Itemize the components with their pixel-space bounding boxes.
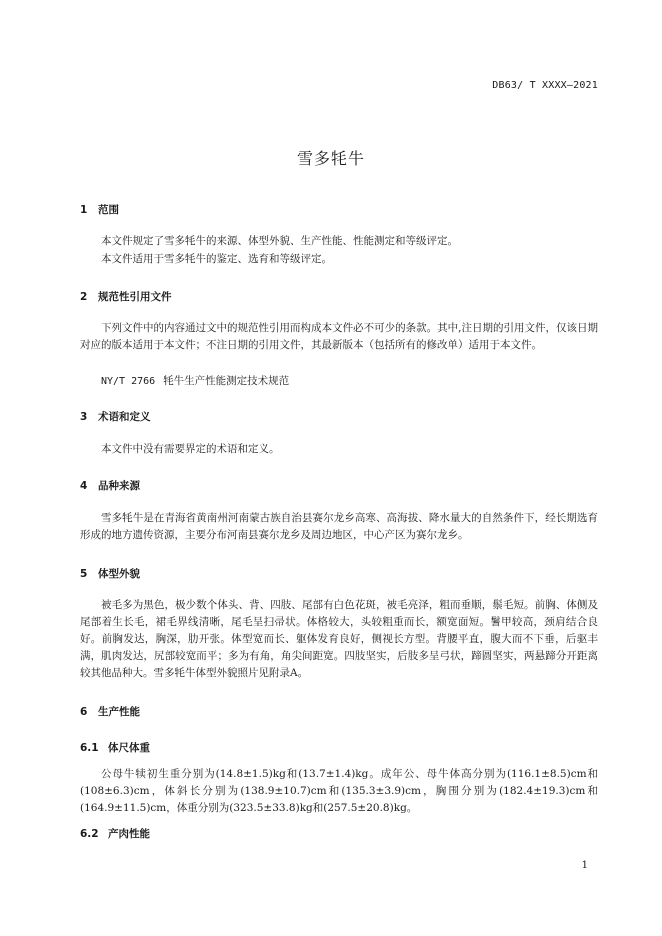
section-4-heading xyxy=(80,478,140,493)
normative-reference xyxy=(101,373,289,388)
section-1-paragraph-2: 本文件适用于雪多牦牛的鉴定、选育和等级评定。 xyxy=(101,253,332,265)
section-title: 范围 xyxy=(98,204,119,216)
section-1-paragraph-1: 本文件规定了雪多牦牛的来源、体型外貌、生产性能、性能测定和等级评定。 xyxy=(101,235,458,247)
section-title: 产肉性能 xyxy=(108,828,150,840)
section-number: 2 xyxy=(80,291,88,303)
section-number: 3 xyxy=(80,411,88,423)
section-title: 品种来源 xyxy=(98,480,140,492)
section-title: 生产性能 xyxy=(98,706,140,718)
section-number: 6 xyxy=(80,706,88,718)
section-6-heading xyxy=(80,704,140,719)
document-title: 雪多牦牛 xyxy=(296,149,365,168)
section-1-heading xyxy=(80,202,119,217)
section-title: 术语和定义 xyxy=(98,411,151,423)
reference-code: NY/T 2766 xyxy=(101,376,156,387)
section-5-heading xyxy=(80,566,140,581)
section-number: 6.2 xyxy=(80,828,99,840)
page-number: 1 xyxy=(581,860,588,871)
section-6-2-heading xyxy=(80,826,150,841)
section-6-1-paragraph-1: 公母牛犊初生重分别为(14.8±1.5)kg和(13.7±1.4)kg。成年公、母牛体高分别为(116.1±8.5)cm和(108±6.3)cm，体斜长分别为(138.9±10.7)cm和(135.3±3.9)cm，胸围分别为(182.4±19.3)cm和(164.9±11.5)cm，体重分别为(323.5±33.8)kg和(257.5±20.8)kg。 xyxy=(80,768,598,814)
section-2-paragraph-1: 下列文件中的内容通过文中的规范性引用而构成本文件必不可少的条款。其中,注日期的引用文件，仅该日期对应的版本适用于本文件；不注日期的引用文件，其最新版本（包括所有的修改单）适用于本文件。 xyxy=(80,322,598,351)
reference-title: 牦牛生产性能测定技术规范 xyxy=(163,375,290,387)
section-number: 1 xyxy=(80,204,88,216)
section-number: 4 xyxy=(80,480,88,492)
section-5-paragraph-1: 被毛多为黑色，极少数个体头、背、四肢、尾部有白色花斑，被毛亮泽，粗而垂顺，鬃毛短。前胸、体侧及尾部着生长毛，裙毛界线清晰，尾毛呈扫帚状。体格较大，头较粗重而长，额宽面短。鬐甲较高，颈肩结合良好。前胸发达，胸深，肋开张。体型宽而长、躯体发育良好，侧视长方型。背腰平直，腹大而不下垂，后驱丰满，肌肉发达，尻部较宽而平；多为有角，角尖间距宽。四肢坚实，后肢多呈弓状，蹄圆坚实，两悬蹄分开距离较其他品种大。雪多牦牛体型外貌照片见附录A。 xyxy=(80,599,598,679)
section-number: 5 xyxy=(80,568,88,580)
section-6-1-heading xyxy=(80,740,150,755)
section-2-heading xyxy=(80,289,172,304)
section-title: 规范性引用文件 xyxy=(98,291,172,303)
section-4-paragraph-1: 雪多牦牛是在青海省黄南州河南蒙古族自治县赛尔龙乡高寒、高海拔、降水量大的自然条件下，经长期选育形成的地方遗传资源，主要分布河南县赛尔龙乡及周边地区，中心产区为赛尔龙乡。 xyxy=(80,512,598,541)
section-3-heading xyxy=(80,409,151,424)
section-number: 6.1 xyxy=(80,742,99,754)
document-code: DB63/ T XXXX—2021 xyxy=(492,80,598,91)
section-title: 体尺体重 xyxy=(108,742,150,754)
section-3-paragraph-1: 本文件中没有需要界定的术语和定义。 xyxy=(101,443,280,455)
section-title: 体型外貌 xyxy=(98,568,140,580)
